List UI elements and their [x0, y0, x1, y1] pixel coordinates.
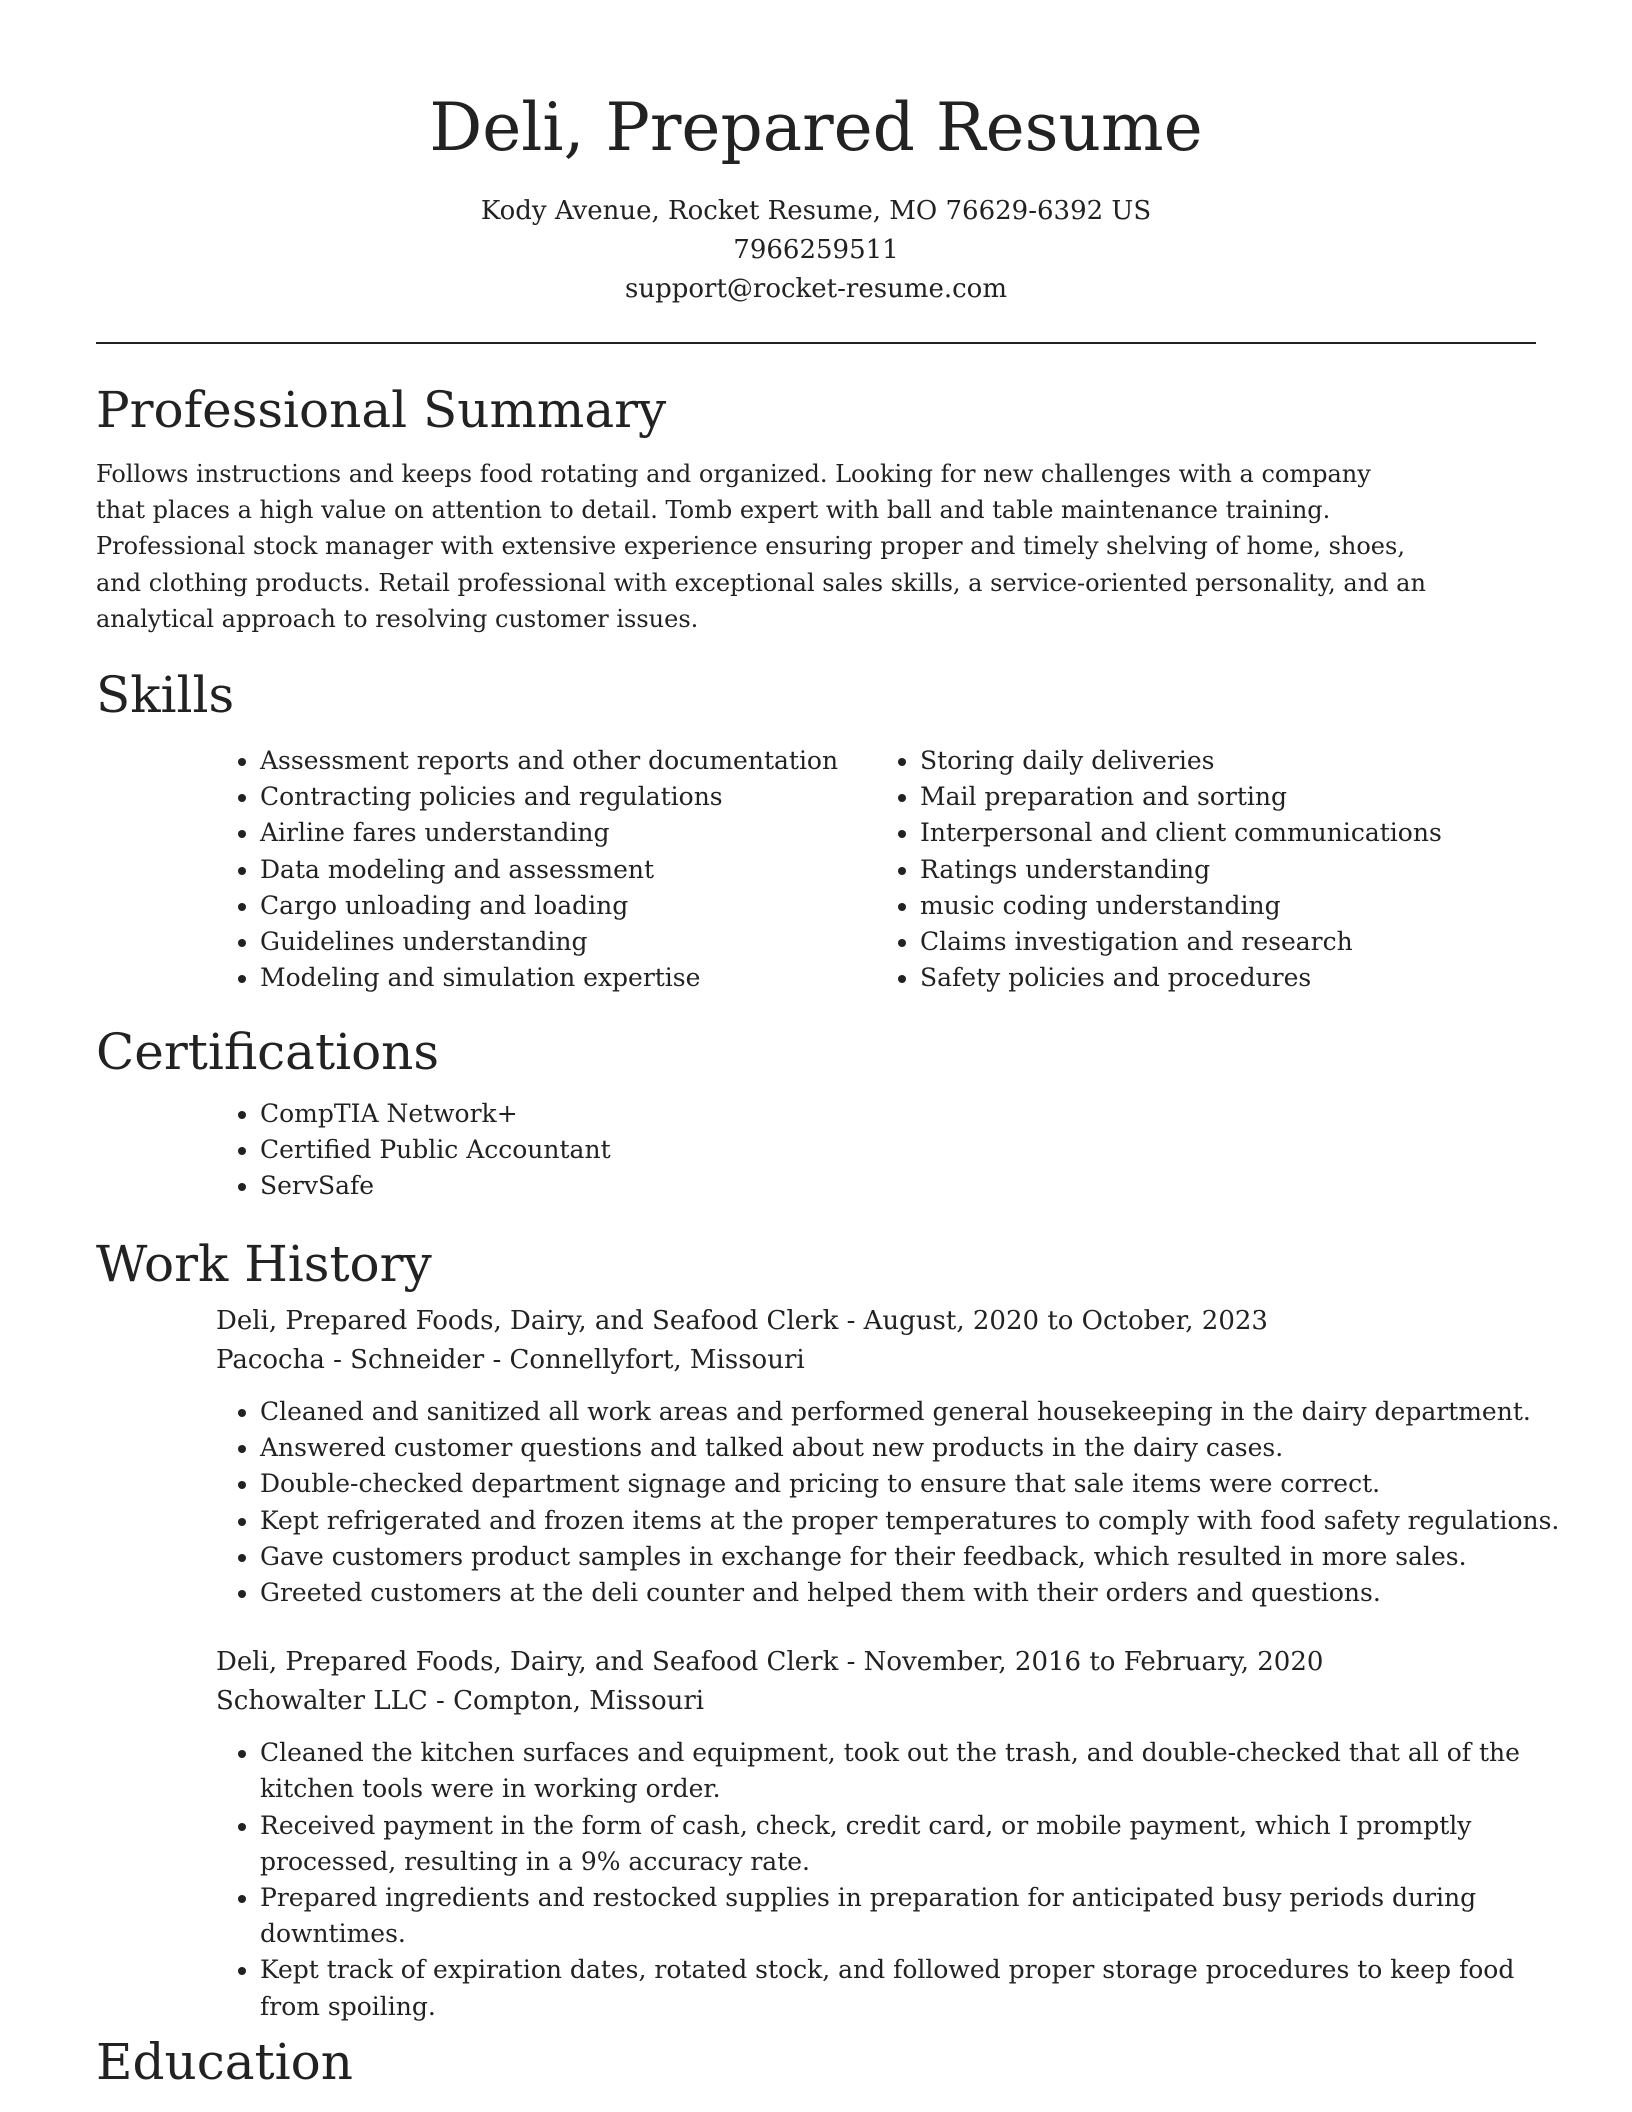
- list-item: • Airline fares understanding: [260, 815, 876, 851]
- job-company: Pacocha - Schneider - Connellyfort, Missouri: [216, 1345, 805, 1375]
- list-item: • Safety policies and procedures: [920, 960, 1536, 996]
- skills-list-right: [876, 743, 1536, 996]
- certifications-heading: Certifications: [96, 1023, 440, 1081]
- list-item: • Contracting policies and regulations: [260, 779, 876, 815]
- contact-phone: 7966259511: [733, 235, 899, 265]
- job-company: Schowalter LLC - Compton, Missouri: [216, 1686, 705, 1717]
- work-history-section: [96, 1234, 1560, 2025]
- job-entry: [216, 1643, 1536, 2025]
- resume-header: [0, 0, 1632, 309]
- skills-heading: Skills: [96, 666, 235, 724]
- education-section: [96, 2032, 1536, 2092]
- list-item: • Claims investigation and research: [920, 924, 1536, 960]
- summary-text: Follows instructions and keeps food rotating and organized. Looking for new challenges with a company that places a high value on attention to detail. Tomb expert with ball and table maintenance training. Professional stock manager with extensive experience ensuring proper and timely shelving of home, shoes, and clothing products. Retail professional with exceptional sales skills, a service-oriented personality, and an analytical approach to resolving customer issues.: [96, 460, 1426, 633]
- list-item: • Received payment in the form of cash, check, credit card, or mobile payment, which I promptly processed, resulting in a 9% accuracy rate.: [260, 1808, 1580, 1880]
- list-item: • Kept refrigerated and frozen items at the proper temperatures to comply with food safety regulations.: [260, 1503, 1580, 1539]
- list-item: • Ratings understanding: [920, 852, 1536, 888]
- list-item: • Data modeling and assessment: [260, 852, 876, 888]
- list-item: • Prepared ingredients and restocked supplies in preparation for anticipated busy periods during downtimes.: [260, 1880, 1580, 1952]
- education-heading: Education: [96, 2033, 353, 2091]
- list-item: • Cleaned and sanitized all work areas and performed general housekeeping in the dairy department.: [260, 1394, 1580, 1430]
- list-item: • Guidelines understanding: [260, 924, 876, 960]
- work-history-heading: Work History: [96, 1235, 432, 1293]
- summary-section: [96, 380, 1536, 637]
- list-item: • Double-checked department signage and pricing to ensure that sale items were correct.: [260, 1466, 1580, 1502]
- list-item: • music coding understanding: [920, 888, 1536, 924]
- job-entry: [216, 1302, 1560, 1611]
- job-bullets: [216, 1735, 1580, 2025]
- resume-title: Deli, Prepared Resume: [429, 89, 1203, 166]
- list-item: • CompTIA Network+: [260, 1096, 1536, 1132]
- list-item: • Interpersonal and client communications: [920, 815, 1536, 851]
- list-item: • Modeling and simulation expertise: [260, 960, 876, 996]
- list-item: • Gave customers product samples in exchange for their feedback, which resulted in more sales.: [260, 1539, 1580, 1575]
- list-item: • Answered customer questions and talked about new products in the dairy cases.: [260, 1430, 1580, 1466]
- summary-heading: Professional Summary: [96, 381, 667, 439]
- certifications-list: [216, 1096, 1536, 1205]
- list-item: • Assessment reports and other documentation: [260, 743, 876, 779]
- list-item: • Cargo unloading and loading: [260, 888, 876, 924]
- job-title: Deli, Prepared Foods, Dairy, and Seafood Clerk - August, 2020 to October, 2023: [216, 1306, 1268, 1336]
- list-item: • Kept track of expiration dates, rotated stock, and followed proper storage procedures to keep food from spoiling.: [260, 1952, 1580, 2024]
- contact-block: [0, 192, 1632, 309]
- list-item: • Storing daily deliveries: [920, 743, 1536, 779]
- contact-email: support@rocket-resume.com: [624, 274, 1007, 304]
- list-item: • Certified Public Accountant: [260, 1132, 1536, 1168]
- contact-address: Kody Avenue, Rocket Resume, MO 76629-6392 US: [480, 196, 1152, 226]
- certifications-section: [96, 1022, 1536, 1205]
- skills-list-left: [216, 743, 876, 996]
- header-divider: [96, 342, 1536, 344]
- job-bullets: [216, 1394, 1580, 1611]
- skills-section: [96, 665, 1536, 996]
- skills-columns: [216, 743, 1536, 996]
- list-item: • Mail preparation and sorting: [920, 779, 1536, 815]
- list-item: • Greeted customers at the deli counter and helped them with their orders and questions.: [260, 1575, 1580, 1611]
- job-title: Deli, Prepared Foods, Dairy, and Seafood Clerk - November, 2016 to February, 2020: [216, 1647, 1324, 1678]
- list-item: • Cleaned the kitchen surfaces and equipment, took out the trash, and double-checked that all of the kitchen tools were in working order.: [260, 1735, 1580, 1807]
- list-item: • ServSafe: [260, 1168, 1536, 1204]
